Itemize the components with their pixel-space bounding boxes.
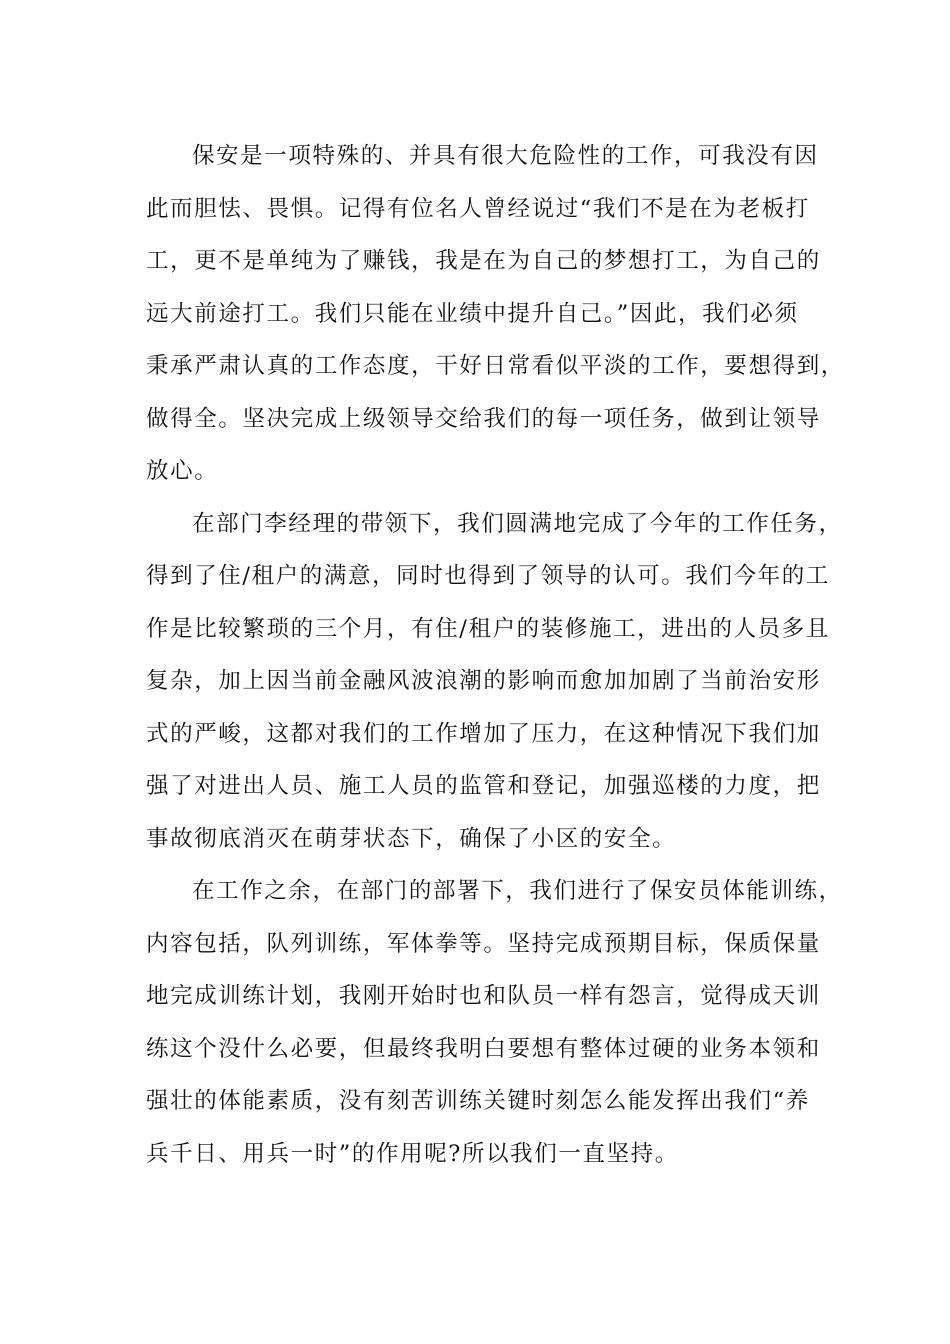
paragraph-line: 做得全。坚决完成上级领导交给我们的每一项任务，做到让领导 [146,405,821,432]
paragraph-line: 秉承严肃认真的工作态度，干好日常看似平淡的工作，要想得到， [146,353,845,379]
paragraph-line: 保安是一项特殊的、并具有很大危险性的工作，可我没有因 [192,143,819,169]
paragraph-2 [146,498,843,866]
paragraph-line: 兵千日、用兵一时”的作用呢?所以我们一直坚持。 [146,1140,679,1167]
paragraph-line: 强壮的体能素质，没有刻苦训练关键时刻怎么能发挥出我们“养 [146,1088,810,1114]
paragraph-line: 内容包括，队列训练，军体拳等。坚持完成预期目标，保质保量 [146,930,821,957]
paragraph-line: 地完成训练计划，我刚开始时也和队员一样有怨言，觉得成天训 [146,983,821,1009]
paragraph-line: 在工作之余，在部门的部署下，我们进行了保安员体能训练， [192,878,843,904]
paragraph-line: 作是比较繁琐的三个月，有住/租户的装修施工，进出的人员多且 [146,615,830,642]
paragraph-line: 远大前途打工。我们只能在业绩中提升自己。”因此，我们必须 [146,300,799,327]
paragraph-3 [146,865,843,1180]
paragraph-line: 事故彻底消灭在萌芽状态下，确保了小区的安全。 [146,825,677,852]
document-body [146,130,845,1180]
paragraph-line: 练这个没什么必要，但最终我明白要想有整体过硬的业务本领和 [146,1035,821,1062]
paragraph-line: 复杂，加上因当前金融风波浪潮的影响而愈加加剧了当前治安形 [146,668,821,694]
paragraph-line: 工，更不是单纯为了赚钱，我是在为自己的梦想打工，为自己的 [146,248,821,274]
paragraph-line: 得到了住/租户的满意，同时也得到了领导的认可。我们今年的工 [146,563,830,589]
paragraph-line: 放心。 [146,458,219,484]
paragraph-line: 此而胆怯、畏惧。记得有位名人曾经说过“我们不是在为老板打 [146,195,810,222]
paragraph-line: 强了对进出人员、施工人员的监管和登记，加强巡楼的力度，把 [146,773,821,799]
paragraph-line: 在部门李经理的带领下，我们圆满地完成了今年的工作任务， [192,510,843,537]
paragraph-line: 式的严峻，这都对我们的工作增加了压力，在这种情况下我们加 [146,720,821,747]
paragraph-1 [146,130,845,498]
